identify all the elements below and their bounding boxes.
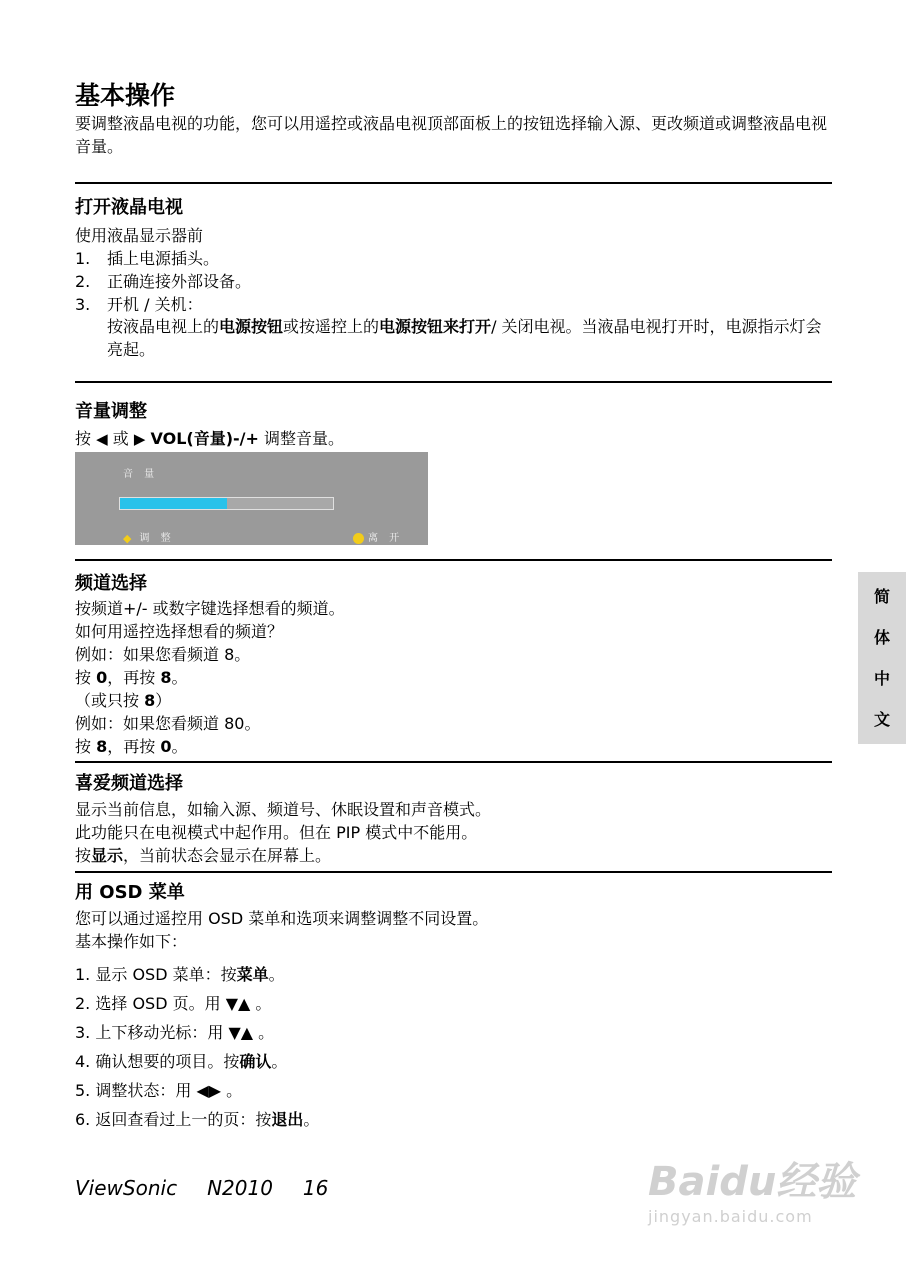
osd-volume-fill bbox=[120, 498, 227, 509]
up-down-arrows-icon: ▼▲ bbox=[228, 1023, 254, 1042]
text: 。 bbox=[250, 994, 272, 1013]
text: （或只按 bbox=[75, 691, 145, 710]
text: 按 bbox=[75, 737, 97, 756]
adjust-arrows-icon: ◆ bbox=[123, 531, 136, 545]
favorite-line: 此功能只在电视模式中起作用。但在 PIP 模式中不能用。 bbox=[75, 823, 478, 842]
channel-line: 按频道+/- 或数字键选择想看的频道。 bbox=[75, 599, 345, 618]
footer-page-number: 16 bbox=[302, 1176, 329, 1200]
left-arrow-icon: ◀ bbox=[96, 430, 108, 448]
volume-osd-image bbox=[75, 452, 428, 545]
channel-line bbox=[75, 665, 187, 688]
section-divider bbox=[75, 381, 832, 383]
footer-model: N2010 bbox=[207, 1176, 273, 1200]
text: 。 bbox=[171, 668, 188, 687]
text: 1. 显示 OSD 菜单：按 bbox=[75, 965, 237, 984]
key-8: 8 bbox=[96, 737, 108, 756]
power-heading: 打开液晶电视 bbox=[75, 197, 183, 218]
text: 按 bbox=[75, 668, 97, 687]
volume-instruction bbox=[75, 426, 344, 449]
key-8: 8 bbox=[160, 668, 172, 687]
power-button-term: 电源按钮 bbox=[219, 317, 284, 336]
intro-text: 要调整液晶电视的功能，您可以用遥控或液晶电视顶部面板上的按钮选择输入源、更改频道或调整液晶电视音量。 bbox=[75, 114, 828, 156]
step-number: 3. bbox=[75, 295, 91, 314]
osd-menu-heading: 用 OSD 菜单 bbox=[75, 882, 185, 903]
detail-text: 按液晶电视上的 bbox=[107, 317, 220, 336]
step-number: 2. bbox=[75, 272, 91, 291]
text: 3. 上下移动光标：用 bbox=[75, 1023, 229, 1042]
exit-dot-icon bbox=[353, 533, 364, 544]
side-tab-char: 中 bbox=[873, 669, 890, 688]
favorite-line: 显示当前信息，如输入源、频道号、休眠设置和声音模式。 bbox=[75, 800, 492, 819]
osd-volume-bar bbox=[119, 497, 334, 510]
key-0: 0 bbox=[160, 737, 172, 756]
text: 5. 调整状态：用 bbox=[75, 1081, 197, 1100]
confirm-key-term: 确认 bbox=[239, 1052, 272, 1071]
step-text: 插上电源插头。 bbox=[107, 249, 220, 268]
right-arrow-icon: ▶ bbox=[133, 430, 146, 448]
exit-key-term: 退出 bbox=[271, 1110, 304, 1129]
instr-text: 按 bbox=[75, 429, 92, 448]
text: 4. 确认想要的项目。按 bbox=[75, 1052, 240, 1071]
text: ，再按 bbox=[107, 668, 161, 687]
text: 。 bbox=[253, 1023, 275, 1042]
text: 。 bbox=[221, 1081, 243, 1100]
channel-line: 例如：如果您看频道 8。 bbox=[75, 645, 251, 664]
text: 。 bbox=[268, 965, 285, 984]
text: 6. 返回查看过上一的页：按 bbox=[75, 1110, 272, 1129]
power-lead: 使用液晶显示器前 bbox=[75, 226, 204, 245]
section-divider bbox=[75, 182, 832, 184]
osd-step-3 bbox=[75, 1020, 274, 1043]
display-key-term: 显示 bbox=[91, 846, 124, 865]
channel-line: 如何用遥控选择想看的频道？ bbox=[75, 622, 284, 641]
osd-volume-title: 音 量 bbox=[123, 469, 159, 480]
section-divider bbox=[75, 559, 832, 561]
text: ，再按 bbox=[107, 737, 161, 756]
remote-power-term: 电源按钮来打开 bbox=[379, 317, 492, 336]
text: 。 bbox=[271, 1052, 288, 1071]
side-tab-char: 文 bbox=[873, 710, 890, 729]
osd-adjust-hint bbox=[123, 529, 175, 545]
power-step-2 bbox=[75, 269, 251, 292]
side-tab-char: 体 bbox=[873, 628, 890, 647]
text: 。 bbox=[171, 737, 188, 756]
language-side-tab bbox=[858, 572, 906, 744]
favorite-heading: 喜爱频道选择 bbox=[75, 773, 183, 794]
instr-text: 或 bbox=[112, 429, 129, 448]
power-step-3 bbox=[75, 292, 203, 315]
power-step-1 bbox=[75, 246, 219, 269]
osd-menu-line: 您可以通过遥控用 OSD 菜单和选项来调整调整不同设置。 bbox=[75, 909, 489, 928]
watermark-url: jingyan.baidu.com bbox=[648, 1207, 813, 1226]
text: ，当前状态会显示在屏幕上。 bbox=[123, 846, 332, 865]
text: ） bbox=[155, 691, 172, 710]
instr-text: 调整音量。 bbox=[264, 429, 345, 448]
text: 。 bbox=[303, 1110, 320, 1129]
section-divider bbox=[75, 871, 832, 873]
text: 2. 选择 OSD 页。用 bbox=[75, 994, 226, 1013]
footer-brand: ViewSonic bbox=[75, 1176, 178, 1200]
key-0: 0 bbox=[96, 668, 108, 687]
key-8: 8 bbox=[144, 691, 156, 710]
watermark-logo: Baidu经验 bbox=[648, 1159, 857, 1205]
text: 按 bbox=[75, 846, 92, 865]
power-detail bbox=[107, 315, 827, 361]
side-tab-char: 简 bbox=[873, 587, 890, 606]
osd-step-2 bbox=[75, 991, 271, 1014]
detail-text: / 关闭电视。当液晶电视打开时，电源指示灯会亮起。 bbox=[107, 317, 822, 359]
osd-exit-hint bbox=[353, 529, 403, 544]
page-title: 基本操作 bbox=[75, 81, 176, 110]
step-text: 正确连接外部设备。 bbox=[107, 272, 252, 291]
osd-step-4 bbox=[75, 1049, 287, 1072]
osd-menu-line: 基本操作如下： bbox=[75, 932, 188, 951]
baidu-watermark bbox=[648, 1150, 856, 1226]
osd-step-1 bbox=[75, 962, 285, 985]
page-footer bbox=[75, 1176, 358, 1200]
step-text: 开机 / 关机： bbox=[107, 295, 203, 314]
channel-heading: 频道选择 bbox=[75, 573, 147, 594]
volume-heading: 音量调整 bbox=[75, 401, 147, 422]
step-number: 1. bbox=[75, 249, 91, 268]
osd-step-6 bbox=[75, 1107, 319, 1130]
section-divider bbox=[75, 761, 832, 763]
favorite-line bbox=[75, 843, 331, 866]
channel-line: 例如：如果您看频道 80。 bbox=[75, 714, 261, 733]
left-right-arrows-icon: ◀▶ bbox=[196, 1081, 222, 1100]
channel-line bbox=[75, 734, 187, 757]
osd-exit-label: 离 开 bbox=[368, 533, 404, 544]
osd-adjust-label: 调 整 bbox=[139, 533, 175, 544]
up-down-arrows-icon: ▼▲ bbox=[225, 994, 251, 1013]
vol-key-term: VOL(音量)-/+ bbox=[150, 429, 259, 448]
detail-text: 或按遥控上的 bbox=[283, 317, 380, 336]
menu-key-term: 菜单 bbox=[236, 965, 269, 984]
osd-step-5 bbox=[75, 1078, 242, 1101]
channel-line bbox=[75, 688, 171, 711]
